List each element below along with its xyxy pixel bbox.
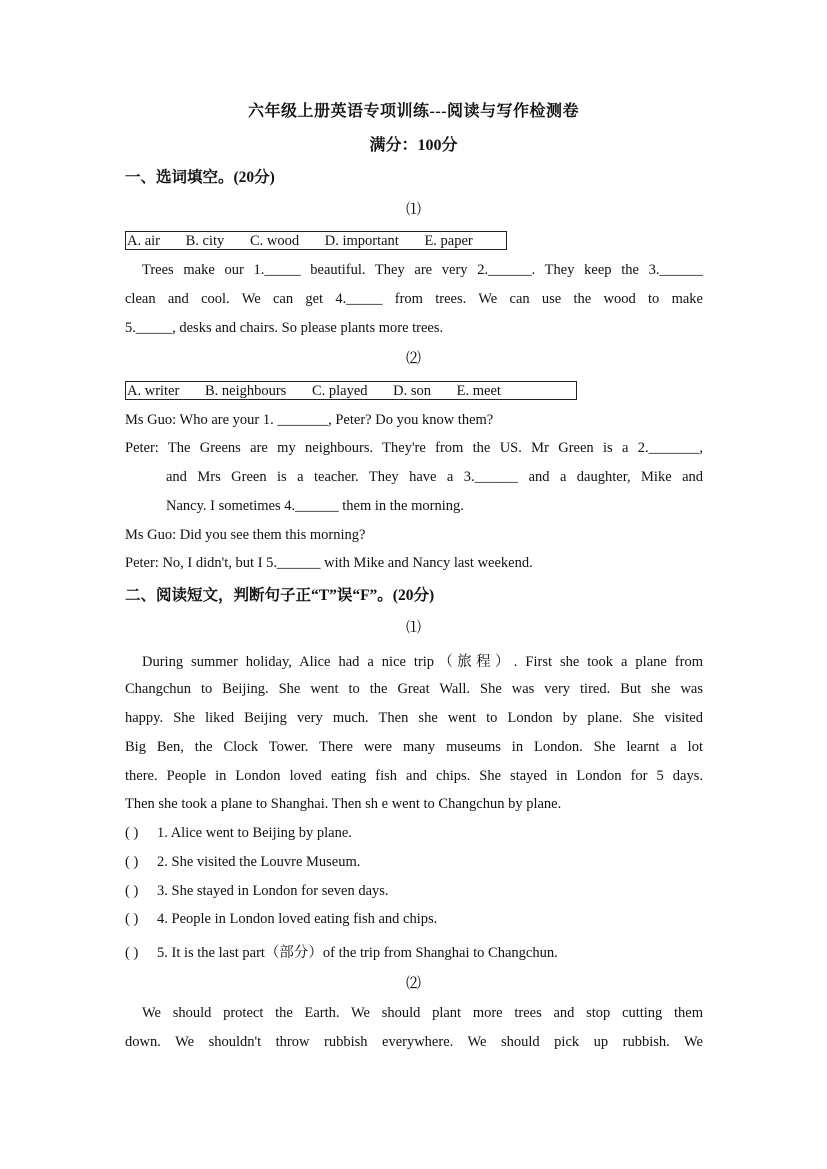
- passage-line: Trees make our 1._____ beautiful. They are very 2.______. They keep the 3.______: [142, 262, 703, 278]
- section1-part1-word-box: [125, 231, 507, 250]
- total-score: 满分：100分: [369, 137, 458, 154]
- section2-heading: 二、阅读短文，判断句子正“T”误“F”。(20分): [125, 587, 435, 604]
- passage-line: clean and cool. We can get 4._____ from trees. We can use the wood to make: [125, 291, 703, 307]
- section2-part2-label: ⑵: [405, 976, 421, 992]
- tf-question-3: [125, 883, 389, 900]
- answer-blank[interactable]: ( ): [125, 825, 139, 841]
- option-c: C. wood: [249, 233, 300, 249]
- section1-heading: 一、选词填空。(20分): [125, 169, 275, 186]
- tf-question-5: [125, 941, 558, 962]
- passage-line: Changchun to Beijing. She went to the Great Wall. She was very tired. But she was: [125, 681, 703, 697]
- option-a: A. air: [127, 233, 161, 249]
- dialogue-line: Ms Guo: Did you see them this morning?: [125, 527, 366, 543]
- passage-line: Big Ben, the Clock Tower. There were many museums in London. She learnt a lot: [125, 739, 703, 755]
- tf-question-4: [125, 911, 437, 928]
- dialogue-line: Nancy. I sometimes 4.______ them in the morning.: [166, 498, 464, 514]
- passage-line: down. We shouldn't throw rubbish everywhere. We should pick up rubbish. We: [125, 1034, 703, 1050]
- question-text: 1. Alice went to Beijing by plane.: [157, 825, 352, 841]
- answer-blank[interactable]: ( ): [125, 911, 139, 927]
- option-c: C. played: [311, 383, 368, 399]
- answer-blank[interactable]: ( ): [125, 945, 139, 961]
- passage-line: 5._____, desks and chairs. So please plants more trees.: [125, 320, 444, 336]
- dialogue-line: Peter: The Greens are my neighbours. They're from the US. Mr Green is a 2._______,: [125, 440, 703, 456]
- option-e: E. paper: [424, 233, 473, 249]
- passage-line: Then she took a plane to Shanghai. Then sh e went to Changchun by plane.: [125, 796, 562, 812]
- tf-question-2: [125, 854, 360, 871]
- page-title: 六年级上册英语专项训练---阅读与写作检测卷: [248, 103, 579, 120]
- passage-line: happy. She liked Beijing very much. Then she went to London by plane. She visited: [125, 710, 703, 726]
- section1-part1-label: ⑴: [405, 202, 421, 218]
- option-b: B. city: [185, 233, 225, 249]
- dialogue-line: Peter: No, I didn't, but I 5.______ with Mike and Nancy last weekend.: [125, 555, 533, 571]
- dialogue-line: and Mrs Green is a teacher. They have a 3.______ and a daughter, Mike and: [166, 469, 703, 485]
- section1-part2-word-box: [125, 381, 577, 400]
- option-d: D. important: [324, 233, 399, 249]
- question-text: 5. It is the last part（部分）of the trip from Shanghai to Changchun.: [157, 945, 558, 961]
- passage-line: During summer holiday, Alice had a nice trip（旅程）. First she took a plane from: [142, 654, 703, 670]
- option-d: D. son: [393, 383, 432, 399]
- option-b: B. neighbours: [204, 383, 287, 399]
- dialogue-line: Ms Guo: Who are your 1. _______, Peter? Do you know them?: [125, 412, 494, 428]
- section2-part1-label: ⑴: [405, 620, 421, 636]
- question-text: 2. She visited the Louvre Museum.: [157, 854, 361, 870]
- passage-line: there. People in London loved eating fish and chips. She stayed in London for 5 days.: [125, 768, 703, 784]
- question-text: 4. People in London loved eating fish and chips.: [157, 911, 438, 927]
- section1-part2-label: ⑵: [405, 351, 421, 367]
- question-text: 3. She stayed in London for seven days.: [157, 883, 389, 899]
- answer-blank[interactable]: ( ): [125, 854, 139, 870]
- tf-question-1: [125, 825, 352, 842]
- answer-blank[interactable]: ( ): [125, 883, 139, 899]
- passage-line: We should protect the Earth. We should plant more trees and stop cutting them: [142, 1005, 703, 1021]
- option-e: E. meet: [456, 383, 501, 399]
- option-a: A. writer: [127, 383, 180, 399]
